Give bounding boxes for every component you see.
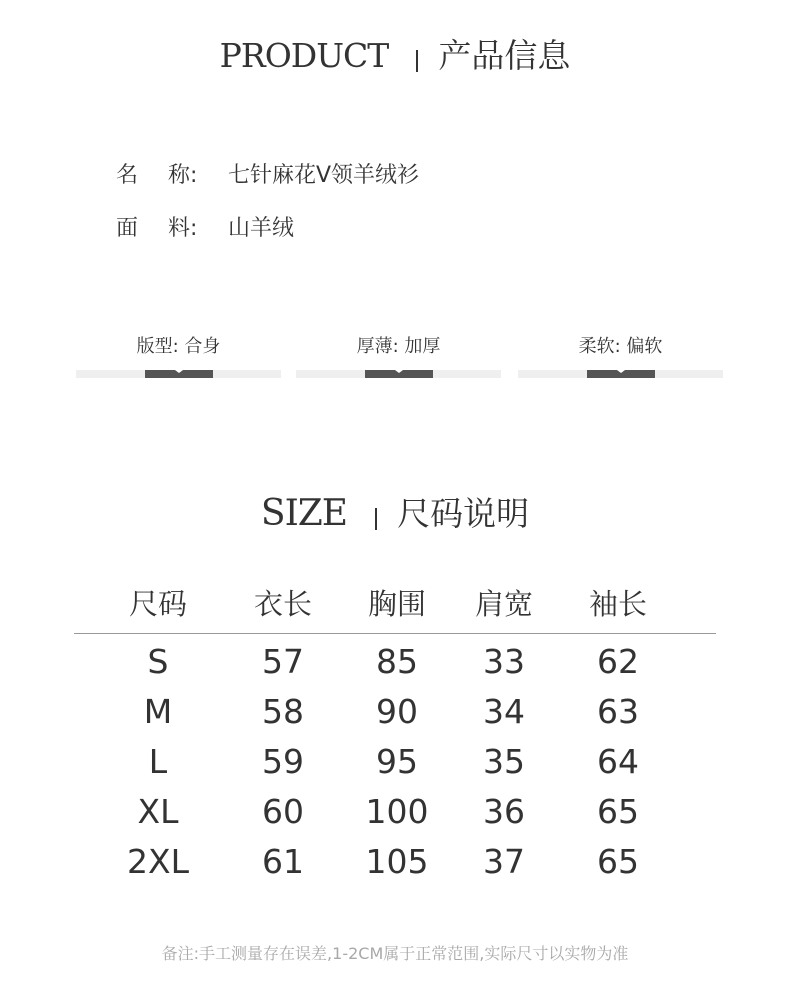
indicator-fit-value: 合身 [184, 336, 221, 357]
product-fabric-label-char1: 面 [116, 216, 139, 241]
indicator-thickness-notch-icon [395, 370, 403, 373]
header-shoulder: 肩宽 [474, 587, 534, 621]
measurement-footnote: 备注:手工测量存在误差,1-2CM属于正常范围,实际尺寸以实物为准 [161, 944, 629, 963]
indicator-thickness-label: 厚薄: [356, 336, 399, 357]
table-cell: 2XL [127, 842, 189, 881]
table-row [74, 642, 716, 692]
size-section-title [0, 488, 790, 535]
table-cell: 34 [483, 692, 525, 731]
product-title-cjk: 产品信息 [438, 36, 571, 75]
table-cell: 35 [483, 742, 525, 781]
product-title-latin: PRODUCT [219, 36, 389, 75]
table-cell: XL [137, 792, 179, 831]
table-cell: 37 [483, 842, 525, 881]
table-cell: 59 [262, 742, 304, 781]
table-row [74, 792, 716, 842]
product-name-label-char1: 名 [116, 163, 139, 188]
table-cell: 57 [262, 642, 304, 681]
header-chest: 胸围 [367, 587, 427, 621]
table-cell: 58 [262, 692, 304, 731]
product-fabric-label [116, 211, 228, 242]
product-name-value: 七针麻花V领羊绒衫 [228, 163, 420, 188]
table-cell: 65 [597, 792, 639, 831]
size-title-latin: SIZE [260, 493, 348, 534]
table-cell: 60 [262, 792, 304, 831]
indicator-softness-notch-icon [617, 370, 625, 373]
indicator-thickness-value: 加厚 [404, 336, 441, 357]
table-row [74, 842, 716, 892]
indicator-softness-value: 偏软 [626, 336, 663, 357]
table-cell: L [148, 742, 168, 781]
size-table [74, 578, 716, 884]
size-table-header [74, 578, 716, 634]
table-cell: 95 [376, 742, 418, 781]
table-cell: 33 [483, 642, 525, 681]
indicator-fit-label: 版型: [136, 336, 179, 357]
title-separator [375, 508, 377, 530]
indicator-softness-label: 柔软: [578, 336, 621, 357]
table-row [74, 692, 716, 742]
size-title-cjk: 尺码说明 [397, 494, 530, 533]
product-name-label-char2: 称: [168, 163, 198, 188]
table-row [74, 742, 716, 792]
product-fabric-value: 山羊绒 [228, 216, 295, 241]
table-cell: 90 [376, 692, 418, 731]
header-sleeve: 袖长 [588, 587, 648, 621]
table-cell: 61 [262, 842, 304, 881]
header-length: 衣长 [253, 587, 313, 621]
table-cell: 85 [376, 642, 418, 681]
table-cell: S [147, 642, 169, 681]
header-size: 尺码 [128, 587, 188, 621]
table-cell: 100 [365, 792, 429, 831]
indicator-softness [518, 330, 723, 380]
table-cell: 63 [597, 692, 639, 731]
table-cell: M [143, 692, 173, 731]
table-cell: 64 [597, 742, 639, 781]
product-fabric-row [116, 211, 294, 242]
product-fabric-label-char2: 料: [168, 216, 198, 241]
indicator-fit [76, 330, 281, 380]
product-name-row [116, 158, 419, 189]
indicator-thickness [296, 330, 501, 380]
product-section-title [0, 30, 790, 77]
indicator-fit-notch-icon [175, 370, 183, 373]
table-cell: 62 [597, 642, 639, 681]
size-table-body [74, 642, 716, 892]
table-cell: 65 [597, 842, 639, 881]
table-cell: 105 [365, 842, 429, 881]
product-name-label [116, 158, 228, 189]
title-separator [416, 50, 418, 72]
table-cell: 36 [483, 792, 525, 831]
